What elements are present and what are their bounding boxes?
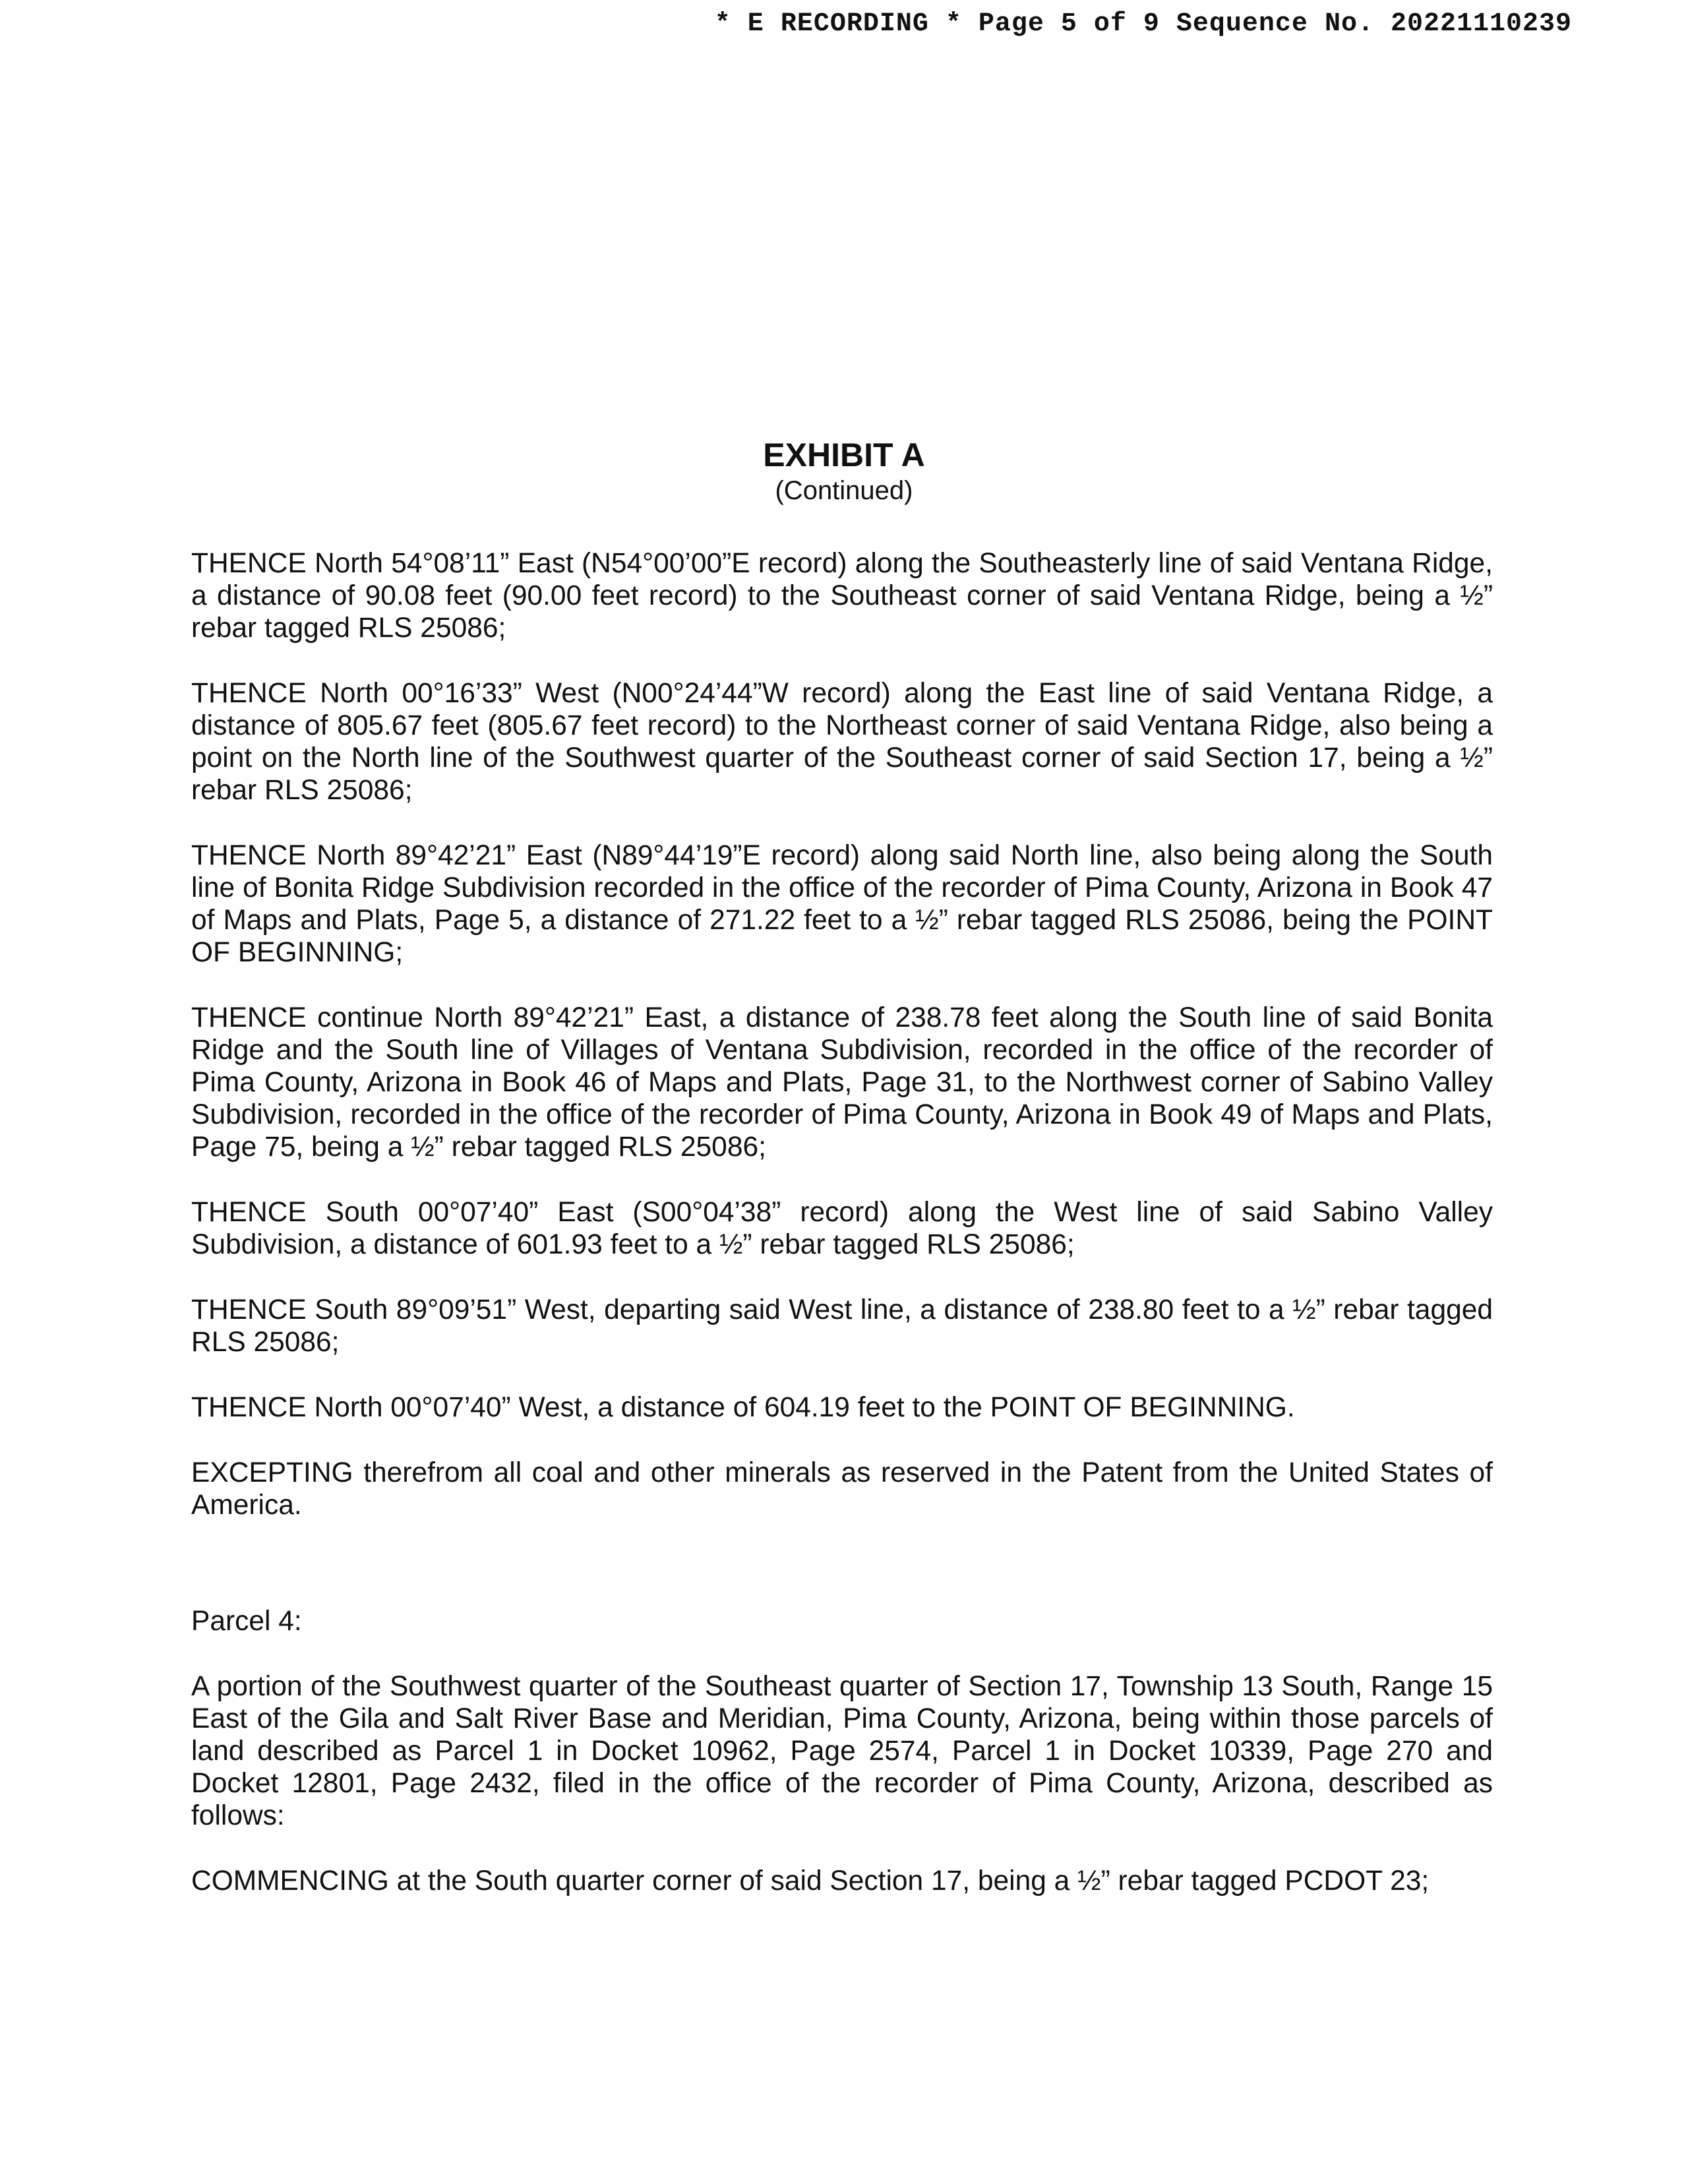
paragraph-thence-3: THENCE North 89°42’21” East (N89°44’19”E record) along said North line, also being along the South line of Bonita Ridge Subdivision recorded in the office of the recorder of Pima County, Arizona in Book 47 of Maps and Plats, Page 5, a distance of 271.22 feet to a ½” rebar tagged RLS 25086, being the POINT OF BEGINNING;: [191, 840, 1493, 968]
paragraph-commencing: COMMENCING at the South quarter corner of said Section 17, being a ½” rebar tagged PCDOT 23;: [191, 1866, 1430, 1896]
recording-header: * E RECORDING * Page 5 of 9 Sequence No. 20221110239: [714, 9, 1572, 39]
paragraph-thence-1: THENCE North 54°08’11” East (N54°00’00”E record) along the Southeasterly line of said Ventana Ridge, a distance of 90.08 feet (90.00 feet record) to the Southeast corner of said Ventana Ridge, being a ½” rebar tagged RLS 25086;: [191, 548, 1493, 644]
exhibit-subtitle: (Continued): [775, 476, 913, 505]
legal-description: [191, 547, 1493, 1930]
exhibit-title: EXHIBIT A: [763, 437, 925, 473]
paragraph-parcel-description: A portion of the Southwest quarter of the Southeast quarter of Section 17, Township 13 South, Range 15 East of the Gila and Salt River Base and Meridian, Pima County, Arizona, being within those parcels of land described as Parcel 1 in Docket 10962, Page 2574, Parcel 1 in Docket 10339, Page 270 and Docket 12801, Page 2432, filed in the office of the recorder of Pima County, Arizona, described as follows:: [191, 1671, 1493, 1831]
paragraph-thence-7: THENCE North 00°07’40” West, a distance of 604.19 feet to the POINT OF BEGINNING.: [191, 1392, 1295, 1423]
paragraph-thence-4: THENCE continue North 89°42’21” East, a distance of 238.78 feet along the South line of said Bonita Ridge and the South line of Villages of Ventana Subdivision, recorded in the office of the recorder of Pima County, Arizona in Book 46 of Maps and Plats, Page 31, to the Northwest corner of Sabino Valley Subdivision, recorded in the office of the recorder of Pima County, Arizona in Book 49 of Maps and Plats, Page 75, being a ½” rebar tagged RLS 25086;: [191, 1002, 1493, 1163]
paragraph-thence-6: THENCE South 89°09’51” West, departing said West line, a distance of 238.80 feet to a ½” rebar tagged RLS 25086;: [191, 1294, 1493, 1358]
exhibit-heading: [0, 435, 1688, 506]
paragraph-thence-5: THENCE South 00°07’40” East (S00°04’38” record) along the West line of said Sabino Valley Subdivision, a distance of 601.93 feet to a ½” rebar tagged RLS 25086;: [191, 1197, 1493, 1260]
parcel-heading: Parcel 4:: [191, 1606, 302, 1637]
paragraph-thence-2: THENCE North 00°16’33” West (N00°24’44”W record) along the East line of said Ventana Ridge, a distance of 805.67 feet (805.67 feet record) to the Northeast corner of said Ventana Ridge, also being a point on the North line of the Southwest quarter of the Southeast corner of said Section 17, being a ½” rebar RLS 25086;: [191, 678, 1493, 806]
paragraph-excepting: EXCEPTING therefrom all coal and other minerals as reserved in the Patent from the United States of America.: [191, 1457, 1493, 1521]
